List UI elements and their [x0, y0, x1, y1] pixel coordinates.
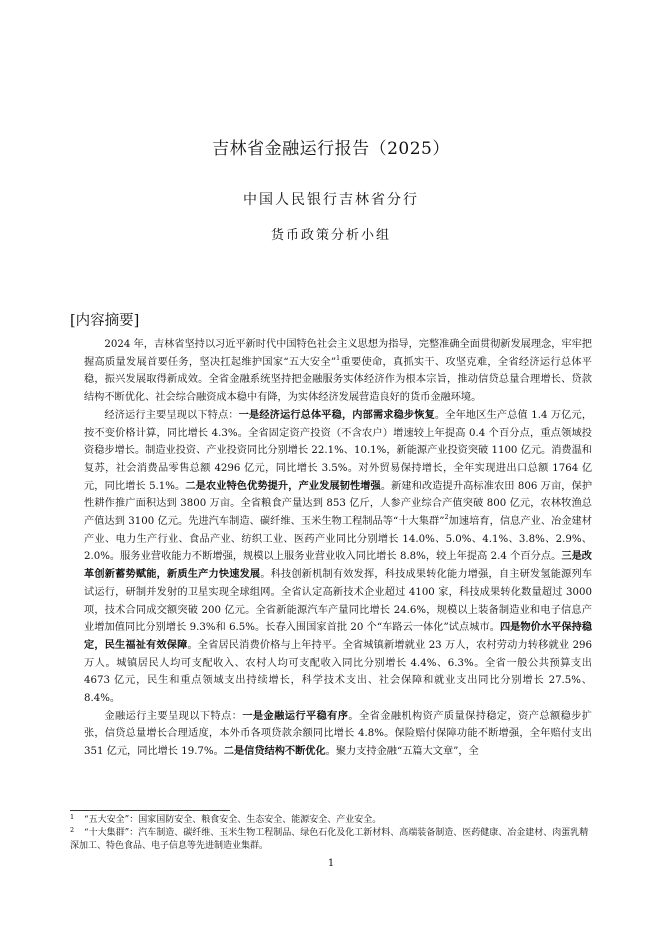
report-title: 吉林省金融运行报告（2025） — [212, 139, 450, 159]
footnote: 2 “十大集群”：汽车制造、碳纤维、玉米生物工程制品、绿色石化及化工新材料、高端装备制造、医药健康、冶金建材、肉蛋乳精深加工、特色食品、电子信息等先进制造业集群。 — [70, 826, 589, 852]
author-group: 货币政策分析小组 — [270, 228, 391, 243]
paragraph-economy: 经济运行主要呈现以下特点：一是经济运行总体平稳，内部需求稳步恢复。全年地区生产总值 1.4 万亿元，按不变价格计算，同比增长 4.3%。全省固定资产投资（不含农户）增速较上年提高 0.4 个百分点，重点领域投资稳步增长。制造业投资、产业投资同比分别增长 22.1%、10.1%，新能源产业投资突破 1100 亿元。消费温和复苏，社会消费品零售总额 4296 亿元，同比增长 3.5%。对外贸易保持增长，全年实现进出口总额 1764 亿元，同比增长 5.1%。二是农业特色优势提升，产业发展韧性增强。新建和改造提升高标准农田 806 万亩，保护性耕作推广面积达到 3800 万亩。全省粮食产量达到 853 亿斤，人参产业综合产值突破 800 亿元，农林牧渔总产值达到 3100 亿元。先进汽车制造、碳纤维、玉米生物工程制品等“十大集群”$^2$加速培育，信息产业、冶金建材产业、电力生产行业、食品产业、纺织工业、医药产业同比分别增长 14.0%、5.0%、4.1%、3.8%、2.9%、2.0%。服务业营收能力不断增强，规模以上服务业营业收入同比增长 8.8%，较上年提高 2.4 个百分点。三是改革创新蓄势赋能，新质生产力快速发展。科技创新机制有效发挥，科技成果转化能力增强，自主研发氢能源列车试运行，研制并发射的卫星实现全球组网。全省认定高新技术企业超过 4100 家，科技成果转化数量超过 3000 项，技术合同成交额突破 200 亿元。全省新能源汽车产量同比增长 24.6%，规模以上装备制造业和电子信息产业增加值同比分别增长 9.3%和 6.5%。长春入围国家首批 20 个“车路云一体化”试点城市。四是物价水平保持稳定，民生福祉有效保障。全省居民消费价格与上年持平。全省城镇新增就业 23 万人，农村劳动力转移就业 296 万人。城镇居民人均可支配收入、农村人均可支配收入同比分别增长 4.4%、6.3%。全省一般公共预算支出 4673 亿元，民生和重点领域支出持续增长，科学技术支出、社会保障和就业支出同比分别增长 27.5%、8.4%。 — [84, 408, 593, 705]
key-point: 四是物价水平保持稳定，民生福祉有效保障 — [84, 621, 593, 651]
key-point: 三是改革创新蓄势赋能，新质生产力快速发展 — [84, 550, 592, 581]
key-point: 二是信贷结构不断优化 — [223, 745, 326, 758]
key-point: 一是金融运行平稳有序 — [242, 709, 349, 722]
paragraph-overview: 2024 年，吉林省坚持以习近平新时代中国特色社会主义思想为指导，完整准确全面贯彻新发展理念，牢牢把握高质量发展首要任务，坚决扛起维护国家“五大安全”$^1$重要使命，真抓实干、攻坚克难，全省经济运行总体平稳，振兴发展取得新成效。全省金融系统坚持把金融服务实体经济作为根本宗旨，推动信贷总量合理增长、贷款结构不断优化、社会综合融资成本稳中有降，为实体经济发展营造良好的货币金融环境。 — [84, 339, 592, 404]
footnote: 1 “五大安全”：国家国防安全、粮食安全、生态安全、能源安全、产业安全。 — [70, 813, 382, 825]
abstract-heading: [内容摘要] — [70, 313, 140, 329]
footnote-text: “十大集群”：汽车制造、碳纤维、玉米生物工程制品、绿色石化及化工新材料、高端装备制造、医药健康、冶金建材、肉蛋乳精深加工、特色食品、电子信息等先进制造业集群。 — [70, 828, 589, 852]
footnote-text: “五大安全”：国家国防安全、粮食安全、生态安全、能源安全、产业安全。 — [84, 815, 382, 825]
footnotes — [70, 814, 592, 854]
footnote-divider — [70, 810, 230, 811]
organization-name: 中国人民银行吉林省分行 — [243, 192, 419, 208]
key-point: 二是农业特色优势提升，产业发展韧性增强 — [185, 479, 381, 492]
paragraph-finance: 金融运行主要呈现以下特点：一是金融运行平稳有序。全省金融机构资产质量保持稳定，资产总额稳步扩张，信贷总量增长合理适度，本外币各项贷款余额同比增长 4.8%。保险赔付保障功能不断增强，全年赔付支出 351 亿元，同比增长 19.7%。二是信贷结构不断优化。聚力支持金融“五篇大文章”，全 — [84, 709, 592, 758]
footnote-ref-1: 1 — [336, 353, 341, 362]
footnote-ref-2: 2 — [444, 513, 449, 522]
key-point: 一是经济运行总体平稳，内部需求稳步恢复 — [238, 408, 435, 421]
abstract-body — [84, 336, 592, 761]
page-number: 1 — [327, 858, 335, 869]
